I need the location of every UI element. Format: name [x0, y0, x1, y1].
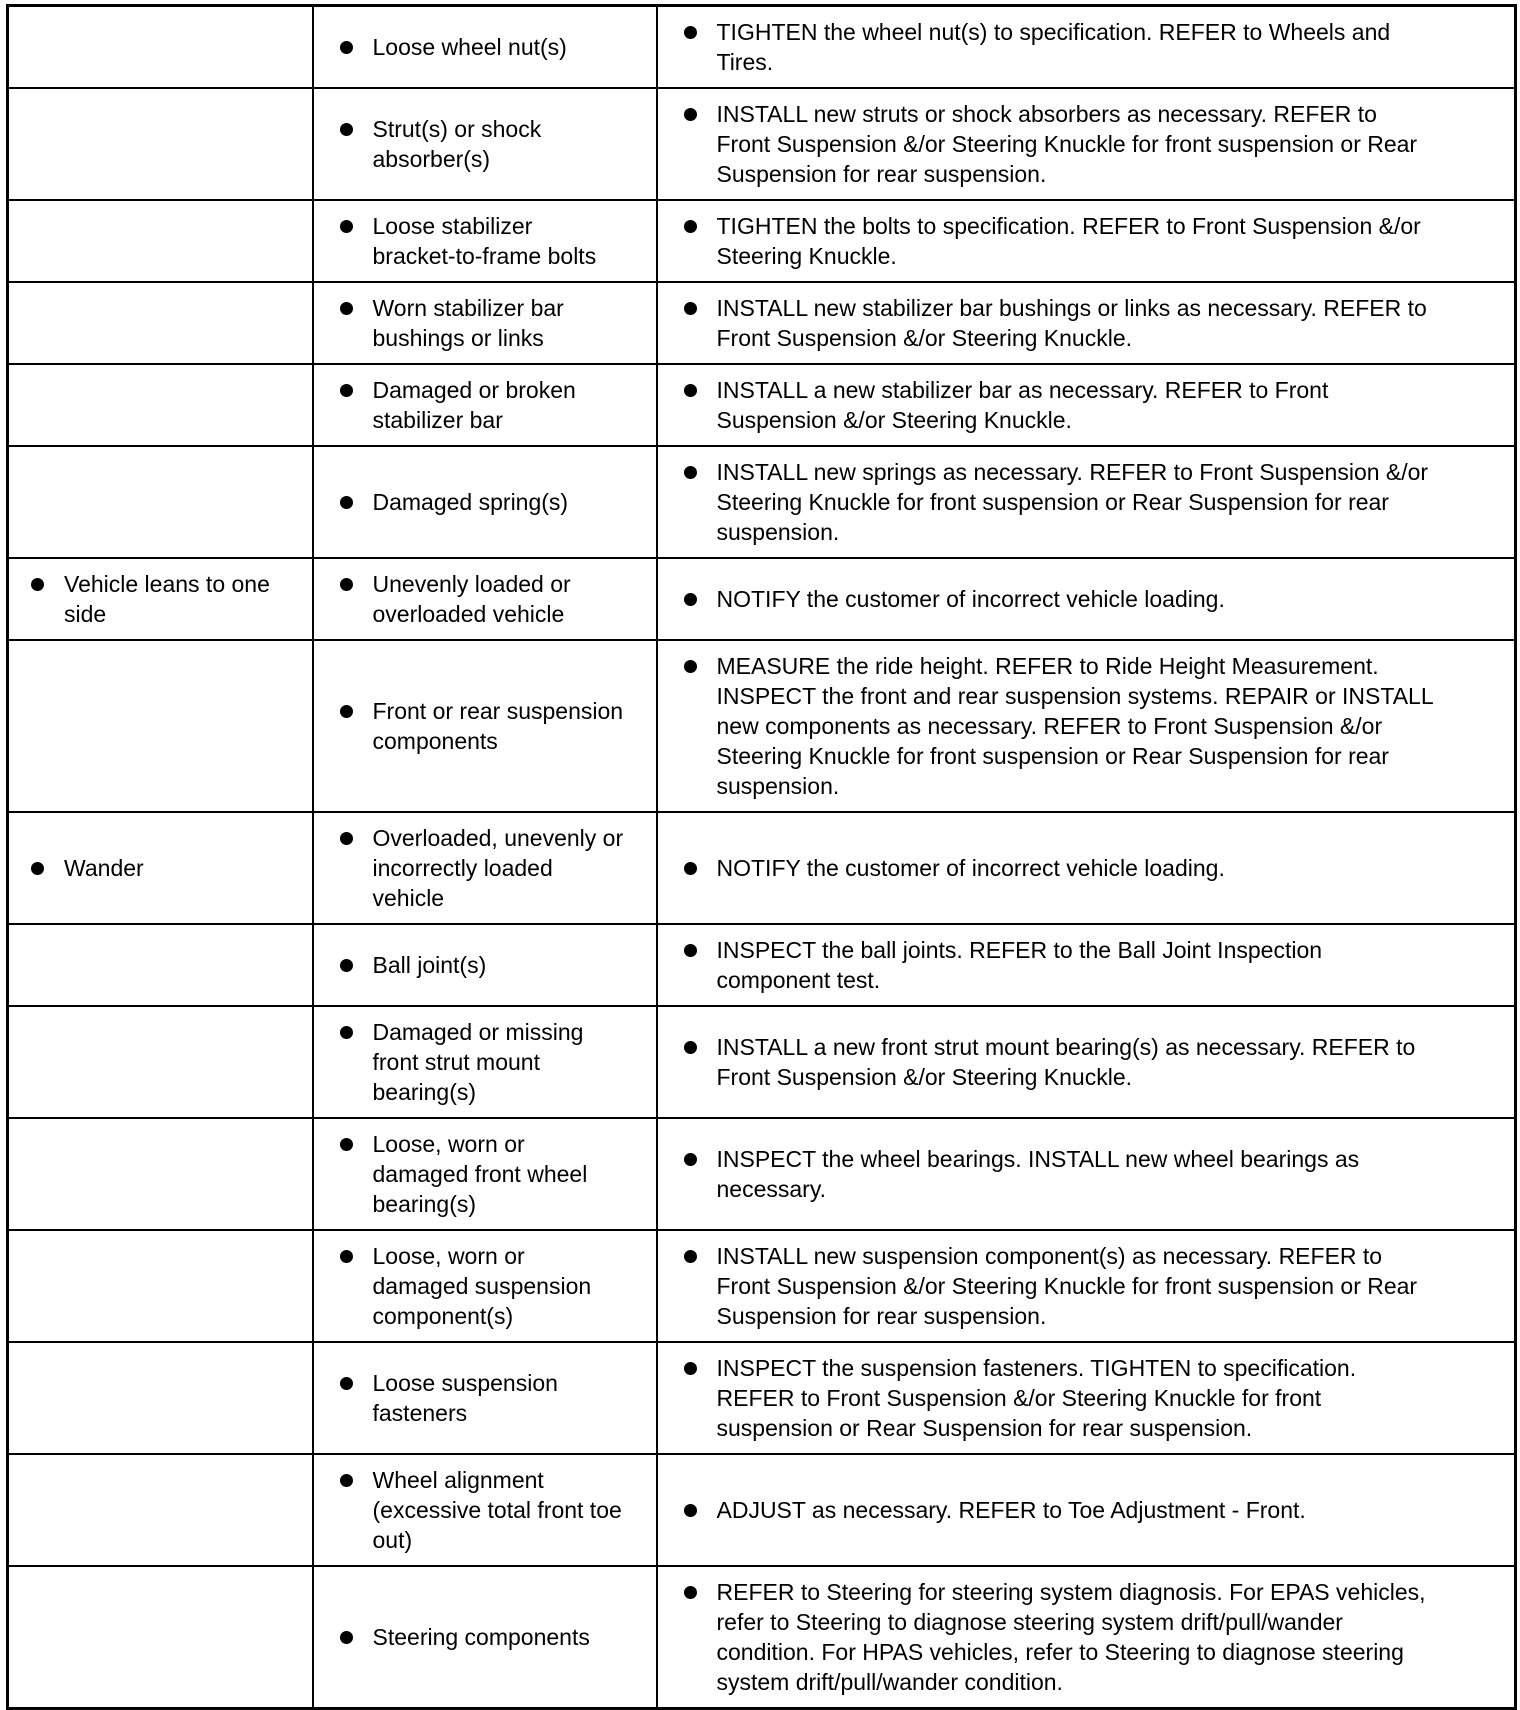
condition-cell — [8, 558, 313, 640]
table-row — [8, 1230, 1516, 1342]
cause-cell — [313, 1566, 657, 1709]
condition-cell — [8, 364, 313, 446]
action-text: TIGHTEN the bolts to specification. REFER to Front Suspension &/or Steering Knuckle. — [716, 213, 1421, 269]
cause-text: Loose wheel nut(s) — [372, 34, 567, 60]
cause-cell — [313, 6, 657, 89]
cause-cell — [313, 812, 657, 924]
action-cell — [657, 812, 1516, 924]
bullet-icon — [684, 220, 697, 233]
bullet-icon — [340, 1138, 353, 1151]
table-row — [8, 1342, 1516, 1454]
bullet-icon — [684, 1250, 697, 1263]
cause-text: Loose, worn or damaged front wheel bearing(s) — [372, 1131, 588, 1217]
condition-cell — [8, 1230, 313, 1342]
action-text: INSTALL new stabilizer bar bushings or links as necessary. REFER to Front Suspension &/or Steering Knuckle. — [716, 295, 1427, 351]
bullet-icon — [684, 862, 697, 875]
action-cell — [657, 1230, 1516, 1342]
table-body — [8, 6, 1516, 1709]
bullet-icon — [340, 705, 353, 718]
table-row — [8, 446, 1516, 558]
action-text: INSTALL new suspension component(s) as necessary. REFER to Front Suspension &/or Steering Knuckle for front suspension or Rear Suspension for rear suspension. — [716, 1243, 1418, 1329]
bullet-icon — [340, 220, 353, 233]
condition-text: Wander — [64, 855, 144, 881]
bullet-icon — [684, 384, 697, 397]
action-cell — [657, 1454, 1516, 1566]
table-row — [8, 640, 1516, 812]
action-cell — [657, 1118, 1516, 1230]
action-text: REFER to Steering for steering system diagnosis. For EPAS vehicles, refer to Steering to diagnose steering system drift/pull/wander condition. For HPAS vehicles, refer to Steering to diagnose steering system drift/pull/wander condition. — [716, 1579, 1426, 1695]
cause-text: Overloaded, unevenly or incorrectly loaded vehicle — [372, 825, 624, 911]
condition-cell — [8, 812, 313, 924]
cause-text: Strut(s) or shock absorber(s) — [372, 116, 542, 172]
action-text: INSPECT the ball joints. REFER to the Ball Joint Inspection component test. — [716, 937, 1323, 993]
condition-cell — [8, 1342, 313, 1454]
bullet-icon — [684, 302, 697, 315]
condition-cell — [8, 446, 313, 558]
bullet-icon — [340, 1377, 353, 1390]
cause-cell — [313, 282, 657, 364]
bullet-icon — [340, 578, 353, 591]
symptom-chart-table — [6, 4, 1517, 1710]
condition-cell — [8, 1118, 313, 1230]
condition-text: Vehicle leans to one side — [64, 571, 270, 627]
action-cell — [657, 446, 1516, 558]
bullet-icon — [684, 108, 697, 121]
table-row — [8, 200, 1516, 282]
table-row — [8, 1454, 1516, 1566]
condition-cell — [8, 1454, 313, 1566]
table-row — [8, 88, 1516, 200]
condition-cell — [8, 88, 313, 200]
condition-cell — [8, 1566, 313, 1709]
action-cell — [657, 364, 1516, 446]
cause-text: Ball joint(s) — [372, 952, 487, 978]
bullet-icon — [684, 660, 697, 673]
cause-cell — [313, 1230, 657, 1342]
action-text: INSTALL a new front strut mount bearing(s) as necessary. REFER to Front Suspension &/or Steering Knuckle. — [716, 1034, 1416, 1090]
action-text: INSTALL a new stabilizer bar as necessary. REFER to Front Suspension &/or Steering Knuckle. — [716, 377, 1329, 433]
bullet-icon — [684, 1041, 697, 1054]
bullet-icon — [340, 384, 353, 397]
action-text: TIGHTEN the wheel nut(s) to specification. REFER to Wheels and Tires. — [716, 19, 1391, 75]
cause-text: Steering components — [372, 1624, 590, 1650]
bullet-icon — [340, 496, 353, 509]
cause-text: Unevenly loaded or overloaded vehicle — [372, 571, 571, 627]
bullet-icon — [340, 1474, 353, 1487]
action-text: MEASURE the ride height. REFER to Ride Height Measurement. INSPECT the front and rear suspension systems. REPAIR or INSTALL new components as necessary. REFER to Front Suspension &/or Steering Knuckle for front suspension or Rear Suspension for rear suspension. — [716, 653, 1434, 799]
cause-cell — [313, 200, 657, 282]
cause-text: Worn stabilizer bar bushings or links — [372, 295, 564, 351]
cause-text: Damaged spring(s) — [372, 489, 569, 515]
cause-text: Damaged or missing front strut mount bearing(s) — [372, 1019, 584, 1105]
cause-text: Loose suspension fasteners — [372, 1370, 558, 1426]
condition-cell — [8, 200, 313, 282]
action-text: INSTALL new struts or shock absorbers as necessary. REFER to Front Suspension &/or Steering Knuckle for front suspension or Rear Suspension for rear suspension. — [716, 101, 1418, 187]
bullet-icon — [340, 832, 353, 845]
cause-cell — [313, 640, 657, 812]
action-cell — [657, 200, 1516, 282]
bullet-icon — [684, 593, 697, 606]
bullet-icon — [684, 1504, 697, 1517]
bullet-icon — [340, 302, 353, 315]
action-cell — [657, 924, 1516, 1006]
table-row — [8, 1118, 1516, 1230]
bullet-icon — [340, 1250, 353, 1263]
action-text: INSPECT the wheel bearings. INSTALL new wheel bearings as necessary. — [716, 1146, 1360, 1202]
bullet-icon — [684, 1153, 697, 1166]
action-cell — [657, 282, 1516, 364]
cause-cell — [313, 558, 657, 640]
condition-cell — [8, 924, 313, 1006]
cause-cell — [313, 446, 657, 558]
table-row — [8, 812, 1516, 924]
bullet-icon — [340, 1631, 353, 1644]
table-row — [8, 1566, 1516, 1709]
cause-cell — [313, 364, 657, 446]
cause-text: Loose stabilizer bracket-to-frame bolts — [372, 213, 597, 269]
action-text: INSPECT the suspension fasteners. TIGHTEN to specification. REFER to Front Suspension &/or Steering Knuckle for front suspension or Rear Suspension for rear suspension. — [716, 1355, 1357, 1441]
table-row — [8, 558, 1516, 640]
cause-cell — [313, 88, 657, 200]
bullet-icon — [340, 1026, 353, 1039]
action-cell — [657, 88, 1516, 200]
cause-text: Front or rear suspension components — [372, 698, 624, 754]
action-cell — [657, 1006, 1516, 1118]
bullet-icon — [31, 862, 44, 875]
cause-cell — [313, 924, 657, 1006]
bullet-icon — [340, 123, 353, 136]
condition-cell — [8, 640, 313, 812]
bullet-icon — [340, 41, 353, 54]
action-text: NOTIFY the customer of incorrect vehicle loading. — [716, 855, 1225, 881]
bullet-icon — [684, 1362, 697, 1375]
cause-cell — [313, 1006, 657, 1118]
bullet-icon — [684, 26, 697, 39]
table-row — [8, 1006, 1516, 1118]
cause-text: Damaged or broken stabilizer bar — [372, 377, 576, 433]
action-text: INSTALL new springs as necessary. REFER to Front Suspension &/or Steering Knuckle for front suspension or Rear Suspension for rear suspension. — [716, 459, 1429, 545]
cause-text: Wheel alignment (excessive total front toe out) — [372, 1467, 622, 1553]
cause-text: Loose, worn or damaged suspension component(s) — [372, 1243, 592, 1329]
cause-cell — [313, 1118, 657, 1230]
bullet-icon — [31, 578, 44, 591]
bullet-icon — [684, 466, 697, 479]
bullet-icon — [684, 1586, 697, 1599]
table-row — [8, 364, 1516, 446]
table-row — [8, 282, 1516, 364]
action-text: ADJUST as necessary. REFER to Toe Adjustment - Front. — [716, 1497, 1306, 1523]
bullet-icon — [684, 944, 697, 957]
table-row — [8, 924, 1516, 1006]
condition-cell — [8, 1006, 313, 1118]
cause-cell — [313, 1454, 657, 1566]
diagnostic-table-page — [6, 4, 1514, 1710]
condition-cell — [8, 282, 313, 364]
action-cell — [657, 640, 1516, 812]
action-cell — [657, 1342, 1516, 1454]
bullet-icon — [340, 959, 353, 972]
condition-cell — [8, 6, 313, 89]
action-cell — [657, 6, 1516, 89]
table-row — [8, 6, 1516, 89]
action-cell — [657, 1566, 1516, 1709]
action-cell — [657, 558, 1516, 640]
action-text: NOTIFY the customer of incorrect vehicle loading. — [716, 586, 1225, 612]
cause-cell — [313, 1342, 657, 1454]
